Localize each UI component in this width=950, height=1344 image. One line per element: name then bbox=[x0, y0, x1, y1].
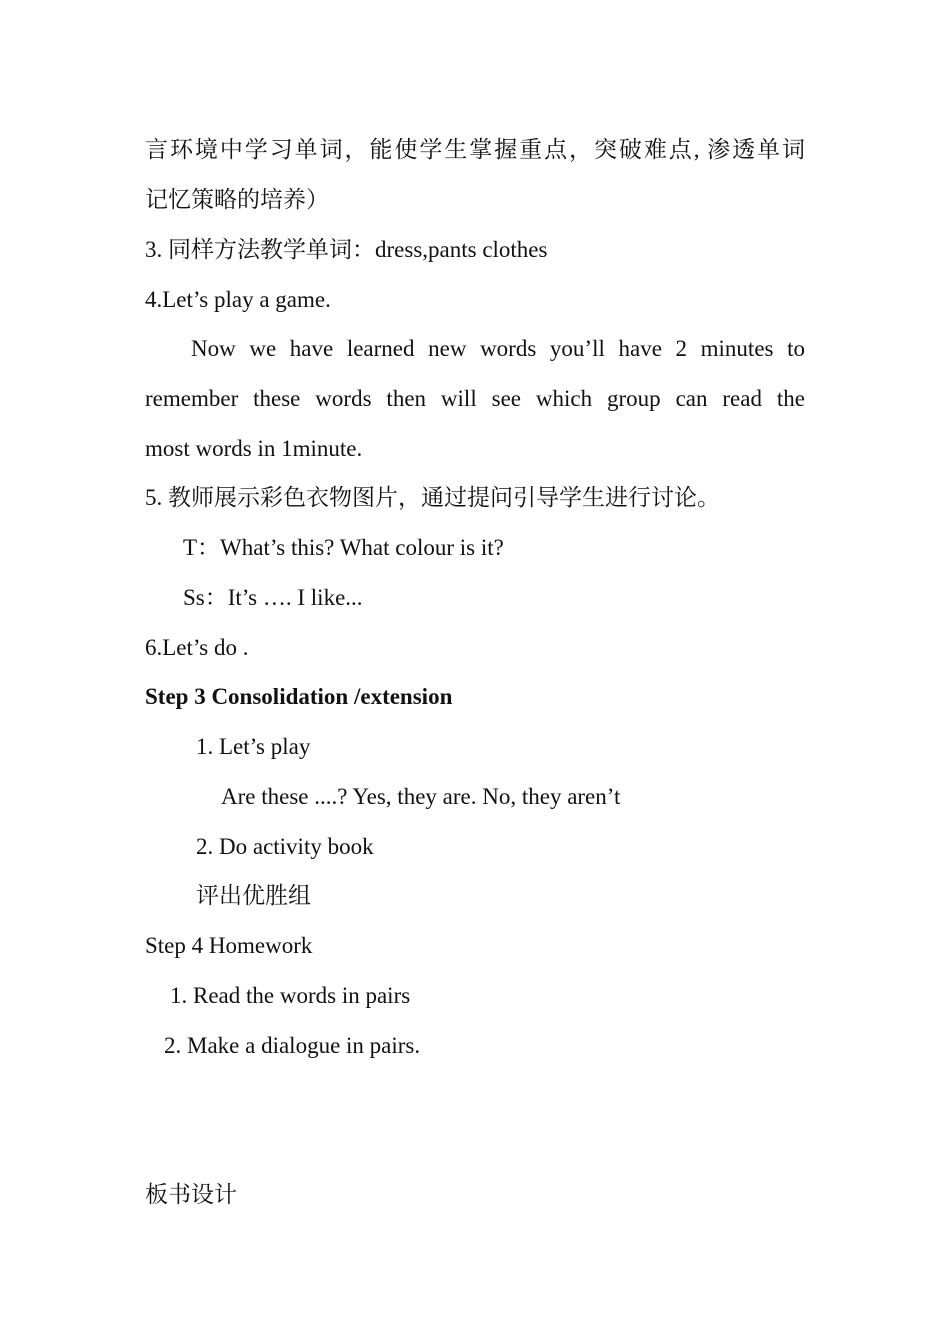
text-line-10: Ss：It’s …. I like... bbox=[183, 585, 363, 610]
text-line-4: 4.Let’s play a game. bbox=[145, 287, 331, 312]
text-line-13: 1. Let’s play bbox=[196, 734, 311, 759]
text-line-1: 言环境中学习单词，能使学生掌握重点，突破难点, 渗透单词 bbox=[145, 137, 805, 162]
text-line-11: 6.Let’s do . bbox=[145, 635, 249, 660]
text-line-14: Are these ....? Yes, they are. No, they aren’t bbox=[221, 784, 621, 809]
text-line-8: 5. 教师展示彩色衣物图片，通过提问引导学生进行讨论。 bbox=[145, 485, 720, 510]
heading-step-4: Step 4 Homework bbox=[145, 933, 313, 958]
text-line-16: 评出优胜组 bbox=[196, 883, 311, 908]
text-line-3: 3. 同样方法教学单词：dress,pants clothes bbox=[145, 237, 548, 262]
text-line-18: 1. Read the words in pairs bbox=[170, 983, 411, 1008]
text-line-19: 2. Make a dialogue in pairs. bbox=[164, 1033, 421, 1058]
text-line-6: remember these words then will see which group can read the bbox=[145, 386, 805, 411]
text-line-2: 记忆策略的培养） bbox=[145, 187, 329, 212]
text-line-9: T：What’s this? What colour is it? bbox=[183, 535, 504, 560]
heading-step-3: Step 3 Consolidation /extension bbox=[145, 684, 453, 709]
heading-board-design: 板书设计 bbox=[145, 1182, 237, 1207]
text-line-5: Now we have learned new words you’ll have 2 minutes to bbox=[191, 336, 805, 361]
text-line-15: 2. Do activity book bbox=[196, 834, 374, 859]
text-line-7: most words in 1minute. bbox=[145, 436, 363, 461]
